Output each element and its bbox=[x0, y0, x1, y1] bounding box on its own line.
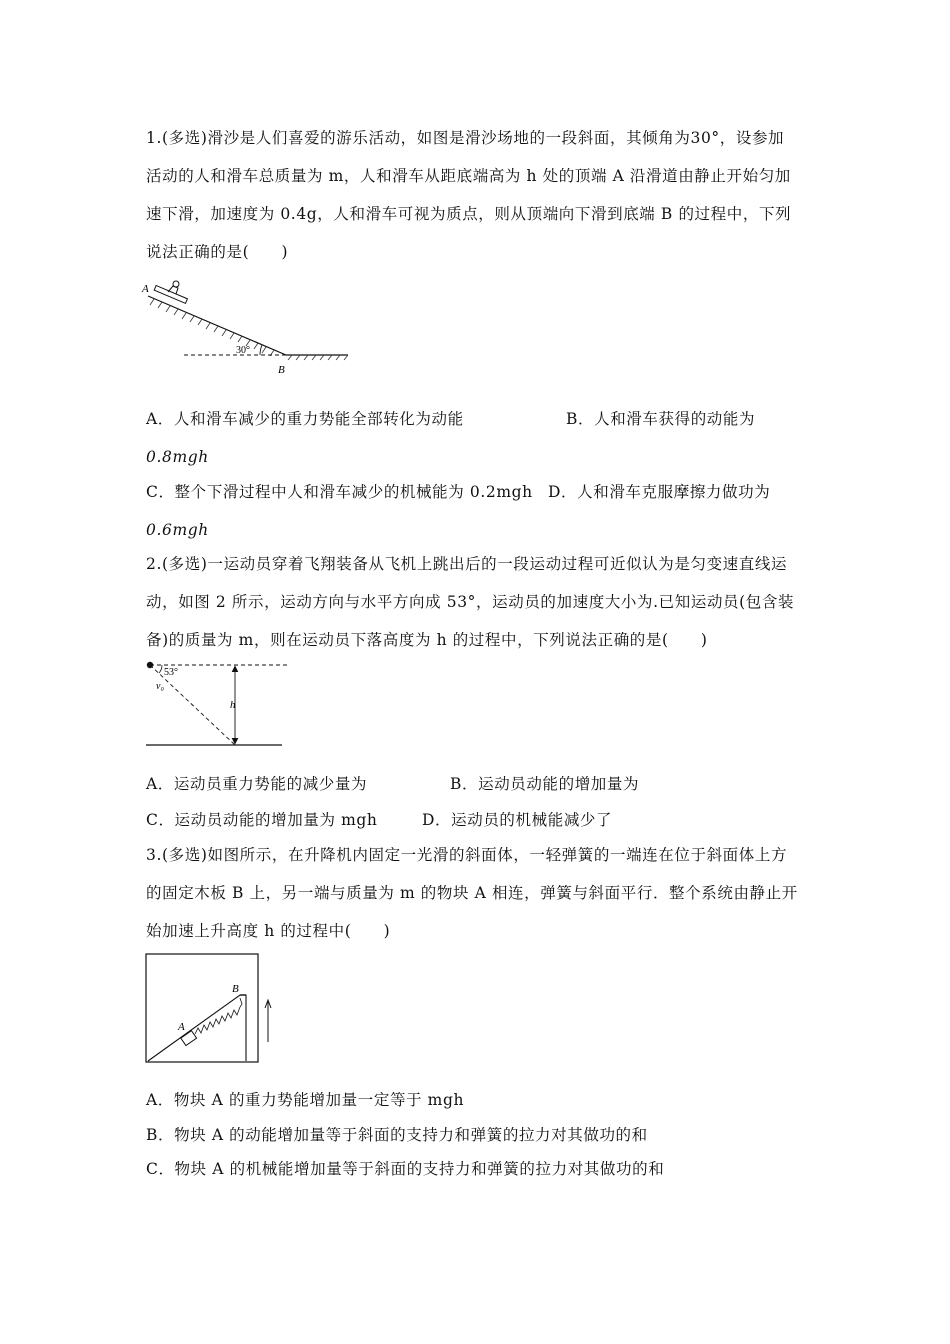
q2-option-a: A．运动员重力势能的减少量为 bbox=[146, 775, 368, 793]
q1-stem-line-2: 活动的人和滑车总质量为 m，人和滑车从距底端高为 h 处的顶端 A 沿滑道由静止开始匀加 bbox=[146, 167, 791, 185]
q1-angle-label: 30° bbox=[236, 345, 250, 356]
q1-stem-line-3: 速下滑，加速度为 0.4g，人和滑车可视为质点，则从顶端向下滑到底端 B 的过程中，下列 bbox=[146, 205, 792, 223]
q2-angle-label: 53° bbox=[164, 667, 178, 678]
q1-label-b: B bbox=[278, 364, 285, 376]
q3-option-a: A．物块 A 的重力势能增加量一定等于 mgh bbox=[146, 1091, 465, 1109]
q2-height-label: h bbox=[230, 699, 236, 711]
q1-option-b: B．人和滑车获得的动能为 bbox=[566, 410, 756, 428]
q2-stem-line-3: 备)的质量为 m，则在运动员下落高度为 h 的过程中，下列说法正确的是( ) bbox=[146, 631, 708, 649]
q1-option-a: A．人和滑车减少的重力势能全部转化为动能 bbox=[146, 410, 464, 428]
q2-velocity-label: v₀ bbox=[156, 681, 164, 692]
q3-stem-line-2: 的固定木板 B 上，另一端与质量为 m 的物块 A 相连，弹簧与斜面平行．整个系统由静止开 bbox=[146, 884, 798, 902]
q3-stem-line-1: 3.(多选)如图所示，在升降机内固定一光滑的斜面体，一轻弹簧的一端连在位于斜面体上方 bbox=[146, 846, 788, 864]
q3-option-c: C．物块 A 的机械能增加量等于斜面的支持力和弹簧的拉力对其做功的和 bbox=[146, 1160, 665, 1178]
q2-stem-line-2: 动，如图 2 所示，运动方向与水平方向成 53°，运动员的加速度大小为.已知运动员(包含装 bbox=[146, 593, 795, 611]
q1-option-d: D．人和滑车克服摩擦力做功为 bbox=[548, 483, 771, 501]
q1-label-a: A bbox=[142, 283, 149, 295]
q1-option-b-continued: 0.8mgh bbox=[146, 448, 209, 466]
q3-label-a: A bbox=[178, 1021, 185, 1033]
q1-option-c: C．整个下滑过程中人和滑车减少的机械能为 0.2mgh bbox=[146, 483, 533, 501]
q2-option-d: D．运动员的机械能减少了 bbox=[422, 811, 613, 829]
q2-trajectory-figure bbox=[140, 656, 300, 752]
q3-elevator-figure bbox=[140, 950, 280, 1068]
q3-stem-line-3: 始加速上升高度 h 的过程中( ) bbox=[146, 922, 391, 940]
q2-option-c: C．运动员动能的增加量为 mgh bbox=[146, 811, 378, 829]
q1-stem-line-4: 说法正确的是( ) bbox=[146, 243, 289, 261]
q3-label-b: B bbox=[232, 983, 239, 995]
q3-option-b: B．物块 A 的动能增加量等于斜面的支持力和弹簧的拉力对其做功的和 bbox=[146, 1126, 648, 1144]
sled-rider-icon bbox=[154, 281, 187, 303]
q1-stem-line-1: 1.(多选)滑沙是人们喜爱的游乐活动，如图是滑沙场地的一段斜面，其倾角为30°，设参加 bbox=[146, 129, 785, 147]
q2-stem-line-1: 2.(多选)一运动员穿着飞翔装备从飞机上跳出后的一段运动过程可近似认为是匀变速直线运 bbox=[146, 555, 788, 573]
q2-option-b: B．运动员动能的增加量为 bbox=[450, 775, 640, 793]
q1-slope-figure bbox=[140, 278, 360, 378]
q1-option-d-continued: 0.6mgh bbox=[146, 521, 209, 539]
